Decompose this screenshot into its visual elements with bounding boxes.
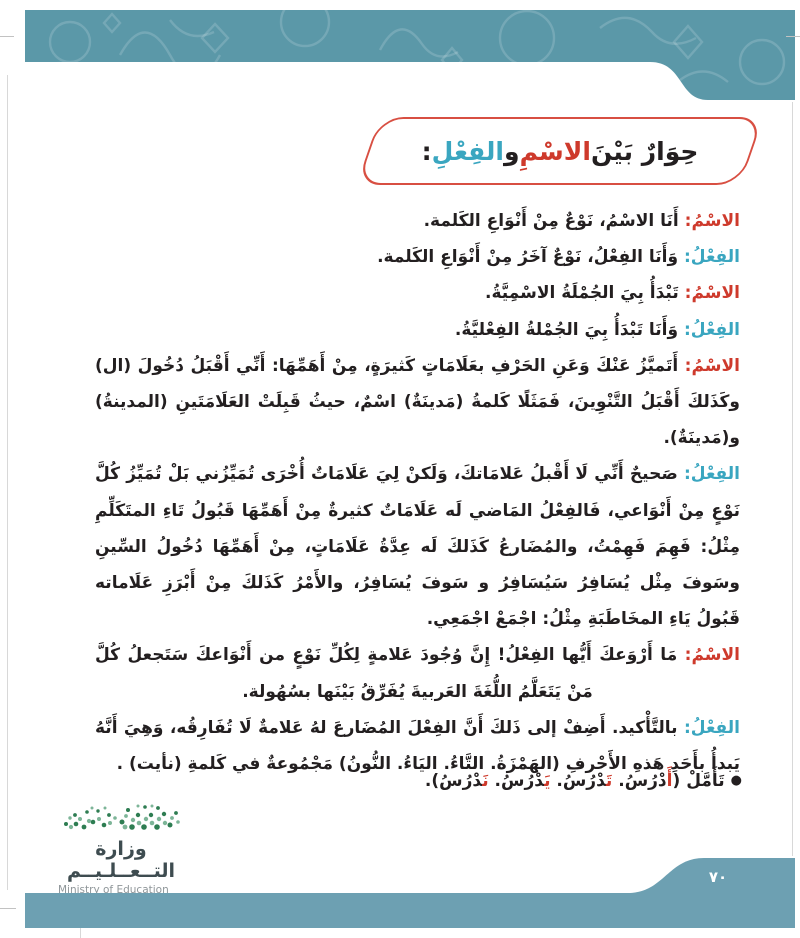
dialogue-line — [95, 348, 740, 457]
dialogue-text: وَأَنَا الفِعْلُ، نَوْعٌ آخَرُ مِنْ أَنْوَاعِ الكَلمة. — [377, 247, 679, 268]
dialogue-text: أَنَا الاسْمُ، نَوْعٌ مِنْ أَنْوَاعِ الكَلمة. — [423, 211, 679, 231]
dialogue-line — [95, 239, 740, 275]
speaker-label: الاسْمُ: — [677, 645, 740, 666]
dialogue-section — [95, 203, 740, 782]
dialogue-text: بالتَّأْكيد. أَضِفْ إلى ذَلكَ أَنَّ الفِعْلَ المُضَارعَ لهُ عَلامةٌ لَا تُفَارِقُه، وَهِيَ أَنَّهُ يَبدأُ بأَحَدِ هَذهِ الأَحْرفِ (الهَمْزَةُ. التَّاءُ. اليَاءُ. النُّونُ) مَجْمُوعةٌ في كَلمةِ (نأيت) . — [95, 717, 740, 775]
dialogue-line — [95, 275, 740, 311]
text-segment: تَ‍ — [605, 771, 613, 791]
dialogue-text: أَتَميَّزُ عَنْكَ وَعَنِ الحَرْفِ بعَلَامَاتٍ كَثيرَةٍ، مِنْ أَهَمِّهَا: أَنِّي أَقْبَلُ دُخُولَ (ال) وكَذَلكَ أَقْبَلُ التَّنْوِينَ، فَمَثَلًا كَلمةُ (مَدينَةٌ) اسْمٌ، حيثُ قَبِلَتْ العَلَامَتَينِ (المدينةُ) و(مَدينَةٌ). — [95, 355, 740, 449]
page-edge-line — [792, 102, 793, 856]
text-segment: تَأَمَّلْ ( — [672, 771, 725, 791]
bullet-icon: ● — [730, 773, 742, 788]
page-number: ٧٠ — [708, 868, 728, 886]
text-segment: ). — [424, 771, 440, 791]
text-segment: دْرُسُ. — [612, 771, 667, 791]
speaker-label: الفِعْلُ: — [678, 247, 740, 268]
text-segment: نَ‍ — [482, 771, 489, 791]
text-segment: أَ — [666, 771, 673, 791]
page-title — [370, 119, 750, 183]
crop-mark — [786, 36, 800, 37]
speaker-label: الفِعْلُ: — [678, 319, 740, 340]
dialogue-text: تَبْدَأُ بِيَ الجُمْلَةُ الاسْمِيَّةُ. — [485, 283, 679, 304]
speaker-label: الاسْمُ: — [678, 211, 740, 231]
bullet-text — [425, 771, 725, 791]
text-segment: حِوَارٌ بَيْنَ — [590, 136, 699, 166]
text-segment: الاسْمِ — [519, 136, 591, 166]
moe-logo-icon — [62, 800, 184, 834]
header-band — [0, 0, 800, 110]
text-segment: ‍دْرُسُ. — [488, 771, 545, 791]
text-segment: ‍دْرُسُ. — [550, 771, 606, 791]
text-segment: و — [504, 136, 520, 166]
ministry-name-arabic: وزارة التــعــلـيــم — [67, 838, 175, 882]
text-segment: ‍دْرُسُ — [439, 771, 483, 791]
text-segment: : — [421, 136, 432, 166]
text-segment: يَ‍ — [544, 771, 551, 791]
lesson-title-box — [356, 117, 763, 185]
speaker-label: الفِعْلُ: — [677, 717, 740, 738]
dialogue-line — [95, 203, 740, 239]
dialogue-line — [95, 456, 740, 637]
speaker-label: الاسْمُ: — [678, 283, 740, 304]
dialogue-line — [95, 312, 740, 348]
dialogue-text: مَا أَرْوَعكَ أَيُّها الفِعْلُ! إِنَّ وُجُودَ عَلامةٍ لِكُلِّ نَوْعٍ من أَنْوَاعكَ سَتَجعلُ كُلَّ مَنْ يَتَعَلَّمُ اللُّغَةَ العَربيةَ يُفَرِّقُ بَيْنَها بسُهُولة. — [95, 645, 678, 702]
dialogue-text: صَحيحٌ أَنِّي لَا أَقْبلُ عَلامَاتكَ، وَلَكنْ لِيَ عَلَامَاتٌ أُخْرَى تُمَيِّزُني بَلْ تُمَيِّزُ كُلَّ نَوْعٍ مِنْ أَنْوَاعي، فَالفِعْلُ المَاضي لَه عَلَامَاتٌ كثيرةٌ مِنْ أَهَمِّهَا قَبُولُ تَاءِ المتَكَلِّمِ مِثْلُ: فَهِمَ فَهِمْتُ، والمُضَارعُ كَذَلكَ لَه عِدَّةُ عَلَامَاتٍ، مِنْ أَهَمِّهَا دُخُولُ السِّينِ وسَوفَ مِثْل يُسَافِرُ سَيُسَافِرُ و سَوفَ يُسَافِرُ، والأَمْرُ كَذَلكَ مِنْ أَبْرَزِ عَلَاماته قَبُولُ يَاءِ المخَاطَبَةِ مِثْلُ: اجْمَعْ اجْمَعِي. — [95, 464, 740, 630]
bottom-band — [0, 858, 800, 928]
speaker-label: الاسْمُ: — [678, 355, 740, 376]
speaker-label: الفِعْلُ: — [677, 464, 740, 485]
crop-mark — [0, 36, 14, 37]
reflection-bullet — [95, 771, 742, 791]
ministry-name-english: Ministry of Education — [58, 884, 169, 896]
dialogue-text: وَأَنَا تَبْدَأُ بِيَ الجُمْلةُ الفِعْليَّةُ. — [454, 319, 679, 340]
text-segment: الفِعْلِ — [431, 136, 505, 166]
dialogue-line — [95, 637, 740, 709]
page-edge-line — [7, 75, 8, 890]
